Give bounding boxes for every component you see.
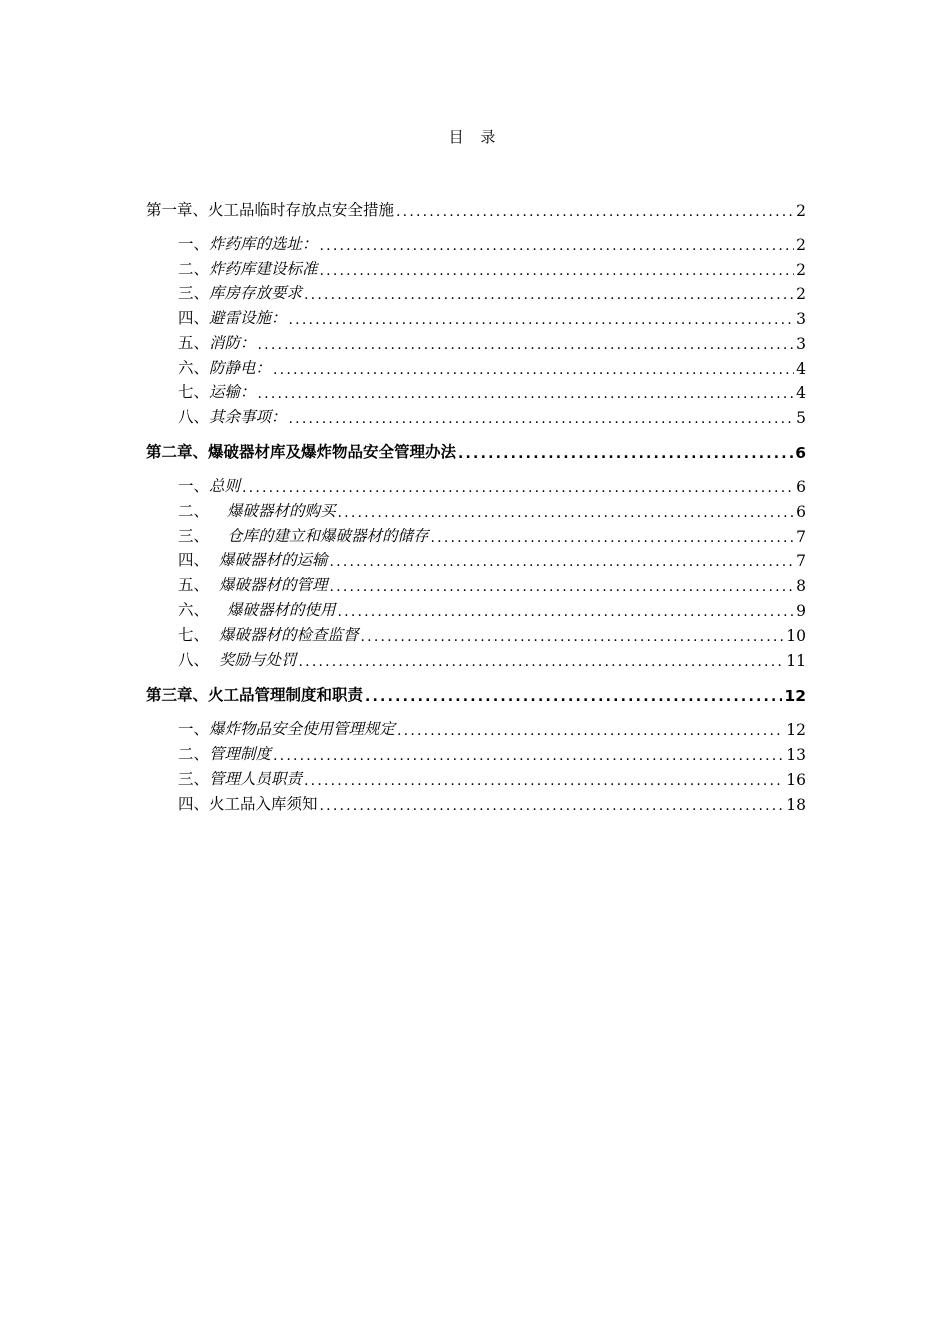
leader-dots <box>289 312 795 328</box>
leader-dots <box>458 446 793 462</box>
toc-page-number: 4 <box>796 384 806 402</box>
toc-item-label: 其余事项： <box>209 408 287 426</box>
toc-title: 目 录 <box>448 128 502 146</box>
leader-dots <box>289 411 795 427</box>
leader-dots <box>273 748 784 764</box>
leader-dots <box>258 386 795 402</box>
toc-page-number: 12 <box>786 721 806 739</box>
leader-dots <box>397 723 784 739</box>
toc-item-number: 五、 <box>178 334 210 352</box>
toc-item[interactable] <box>178 331 806 353</box>
toc-chapter-3[interactable] <box>146 683 806 705</box>
leader-dots <box>273 362 794 378</box>
toc-item[interactable] <box>178 648 806 670</box>
leader-dots <box>320 798 785 814</box>
toc-page-number: 3 <box>796 310 806 328</box>
toc-page-number: 8 <box>796 577 806 595</box>
toc-item-number: 六、 <box>178 601 210 619</box>
toc-item-number: 三、 <box>178 284 210 302</box>
toc-page-number: 12 <box>784 687 806 705</box>
toc-chapter-label: 第一章、火工品临时存放点安全措施 <box>146 201 395 219</box>
toc-item-number: 三、 <box>178 770 210 788</box>
toc-item[interactable] <box>178 792 806 814</box>
toc-item-number: 二、 <box>178 260 210 278</box>
toc-item-label: 总则 <box>209 477 241 495</box>
toc-item[interactable] <box>178 573 806 595</box>
toc-item-number: 四、 <box>178 795 210 813</box>
toc-item-label: 爆破器材的管理 <box>219 576 328 594</box>
toc-item-number: 三、 <box>178 527 210 545</box>
toc-item-number: 六、 <box>178 359 210 377</box>
toc-item-number: 五、 <box>178 576 210 594</box>
toc-page-number: 5 <box>796 409 806 427</box>
toc-item-label: 爆破器材的检查监督 <box>219 626 359 644</box>
toc-page-number: 9 <box>796 602 806 620</box>
toc-page-number: 10 <box>786 627 806 645</box>
leader-dots <box>361 629 785 645</box>
toc-item[interactable] <box>178 380 806 402</box>
toc-page-number: 7 <box>796 528 806 546</box>
toc-item[interactable] <box>178 742 806 764</box>
leader-dots <box>330 579 795 595</box>
toc-page-number: 18 <box>786 796 806 814</box>
toc-page-number: 11 <box>786 652 806 670</box>
leader-dots <box>396 204 794 220</box>
toc-item-label: 避雷设施： <box>209 309 287 327</box>
toc-item-number: 七、 <box>178 626 210 644</box>
toc-item[interactable] <box>178 405 806 427</box>
toc-item-label: 仓库的建立和爆破器材的储存 <box>227 527 429 545</box>
toc-item-number: 四、 <box>178 551 210 569</box>
toc-page-number: 6 <box>796 503 806 521</box>
leader-dots <box>299 654 785 670</box>
toc-item-number: 一、 <box>178 720 210 738</box>
toc-item-number: 八、 <box>178 651 210 669</box>
toc-chapter-label: 第二章、爆破器材库及爆炸物品安全管理办法 <box>146 443 457 461</box>
toc-page-number: 2 <box>796 236 806 254</box>
toc-item-label: 消防： <box>209 334 256 352</box>
toc-item-label: 防静电： <box>209 359 272 377</box>
toc-item-number: 七、 <box>178 383 210 401</box>
leader-dots <box>258 337 795 353</box>
leader-dots <box>320 263 795 279</box>
leader-dots <box>365 689 782 705</box>
leader-dots <box>338 604 795 620</box>
toc-item[interactable] <box>178 356 806 378</box>
toc-page-number: 7 <box>796 552 806 570</box>
toc-item-label: 炸药库建设标准 <box>209 260 318 278</box>
toc-item-label: 爆破器材的使用 <box>227 601 336 619</box>
toc-item-label: 爆破器材的运输 <box>219 551 328 569</box>
toc-page-number: 13 <box>786 746 806 764</box>
toc-item-number: 八、 <box>178 408 210 426</box>
toc-item[interactable] <box>178 623 806 645</box>
toc-item-label: 管理制度 <box>209 745 272 763</box>
toc-item[interactable] <box>178 598 806 620</box>
leader-dots <box>242 480 794 496</box>
toc-page-number: 6 <box>796 478 806 496</box>
toc-item-number: 一、 <box>178 235 210 253</box>
toc-item-label: 炸药库的选址： <box>209 235 318 253</box>
toc-item-label: 库房存放要求 <box>209 284 303 302</box>
leader-dots <box>304 773 784 789</box>
toc-chapter-label: 第三章、火工品管理制度和职责 <box>146 686 364 704</box>
leader-dots <box>330 554 795 570</box>
toc-item[interactable] <box>178 717 806 739</box>
toc-item[interactable] <box>178 524 806 546</box>
toc-page-number: 4 <box>796 360 806 378</box>
leader-dots <box>338 505 795 521</box>
toc-chapter-1[interactable] <box>146 198 806 220</box>
toc-item[interactable] <box>178 306 806 328</box>
toc-item-label: 奖励与处罚 <box>219 651 297 669</box>
toc-item-label: 管理人员职责 <box>209 770 303 788</box>
toc-item[interactable] <box>178 232 806 254</box>
toc-item[interactable] <box>178 767 806 789</box>
toc-item-number: 二、 <box>178 502 210 520</box>
toc-item-label: 运输： <box>209 383 256 401</box>
toc-item[interactable] <box>178 281 806 303</box>
toc-page-number: 16 <box>786 771 806 789</box>
leader-dots <box>320 238 795 254</box>
toc-item-label: 爆破器材的购买 <box>227 502 336 520</box>
toc-item-label: 火工品入库须知 <box>209 795 318 813</box>
toc-item[interactable] <box>178 499 806 521</box>
leader-dots <box>304 287 794 303</box>
toc-item-label: 爆炸物品安全使用管理规定 <box>209 720 396 738</box>
toc-item[interactable] <box>178 474 806 496</box>
toc-page-number: 3 <box>796 335 806 353</box>
toc-page-number: 2 <box>796 261 806 279</box>
toc-page-number: 6 <box>795 444 806 462</box>
toc-page-number: 2 <box>796 285 806 303</box>
toc-item[interactable] <box>178 257 806 279</box>
toc-item-number: 四、 <box>178 309 210 327</box>
leader-dots <box>431 530 795 546</box>
toc-page-number: 2 <box>796 202 806 220</box>
toc-item-number: 一、 <box>178 477 210 495</box>
toc-item[interactable] <box>178 548 806 570</box>
toc-item-number: 二、 <box>178 745 210 763</box>
toc-chapter-2[interactable] <box>146 440 806 462</box>
